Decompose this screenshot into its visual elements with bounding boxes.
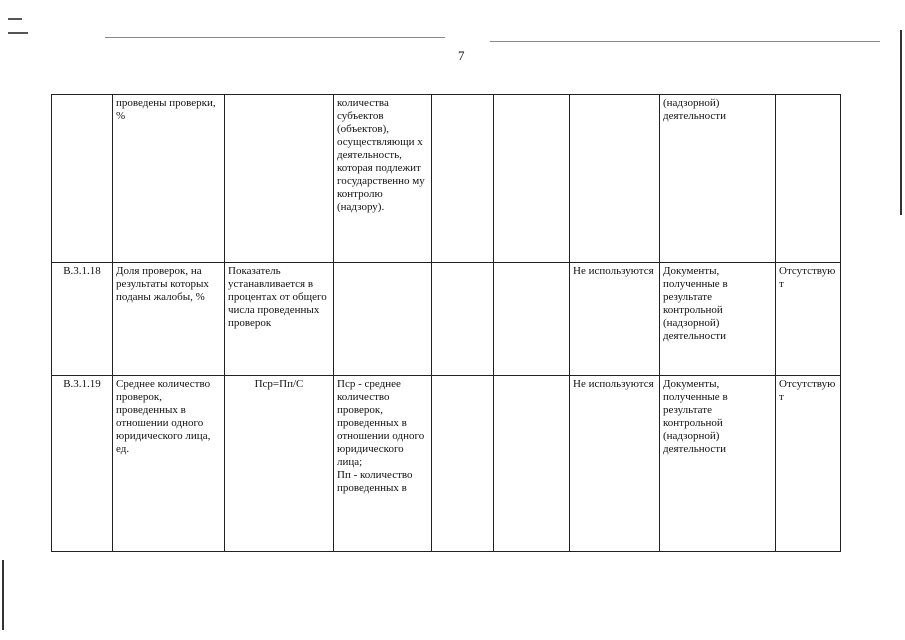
scan-artifact-header-rule-left: [105, 37, 445, 38]
cell-source: Документы, полученные в результате контрольной (надзорной) деятельности: [660, 376, 776, 552]
page-number: 7: [458, 48, 465, 63]
cell-method: Показатель устанавливается в процентах от общего числа проведенных проверок: [225, 263, 334, 376]
formula-definition-avg: Пср - среднее количество проверок, проведенных в отношении одного юридического лица;: [337, 378, 425, 468]
cell-col5: [432, 95, 494, 263]
indicator-table: [51, 94, 841, 552]
cell-note: Отсутствуют: [776, 376, 841, 552]
cell-note: [776, 95, 841, 263]
scan-artifact-left-edge: [2, 560, 4, 630]
cell-usage: Не используются: [570, 376, 660, 552]
cell-name: проведены проверки, %: [113, 95, 225, 263]
cell-name: Среднее количество проверок, проведенных в отношении одного юридического лица, ед.: [113, 376, 225, 552]
cell-description: количества субъектов (объектов), осуществляющи х деятельность, которая подлежит государственно му контролю (надзору).: [334, 95, 432, 263]
table-row: [52, 376, 841, 552]
cell-usage: [570, 95, 660, 263]
cell-col6: [494, 376, 570, 552]
cell-method-formula: Пср=Пп/С: [225, 376, 334, 552]
cell-code: В.3.1.19: [52, 376, 113, 552]
formula-definition-count: Пп - количество проведенных в: [337, 469, 413, 494]
cell-code: В.3.1.18: [52, 263, 113, 376]
cell-col5: [432, 263, 494, 376]
cell-name: Доля проверок, на результаты которых поданы жалобы, %: [113, 263, 225, 376]
scan-artifact-top-left-2: [8, 32, 28, 34]
table-row: [52, 95, 841, 263]
cell-note: Отсутствуют: [776, 263, 841, 376]
cell-code: [52, 95, 113, 263]
cell-col6: [494, 263, 570, 376]
scan-artifact-right-edge: [900, 30, 902, 215]
cell-col6: [494, 95, 570, 263]
cell-source: Документы, полученные в результате контрольной (надзорной) деятельности: [660, 263, 776, 376]
cell-col5: [432, 376, 494, 552]
cell-description: [334, 263, 432, 376]
cell-source: (надзорной) деятельности: [660, 95, 776, 263]
cell-method: [225, 95, 334, 263]
scan-artifact-header-rule-right: [490, 41, 880, 42]
table-row: [52, 263, 841, 376]
cell-description: [334, 376, 432, 552]
scan-artifact-top-left: [8, 18, 22, 20]
cell-usage: Не используются: [570, 263, 660, 376]
